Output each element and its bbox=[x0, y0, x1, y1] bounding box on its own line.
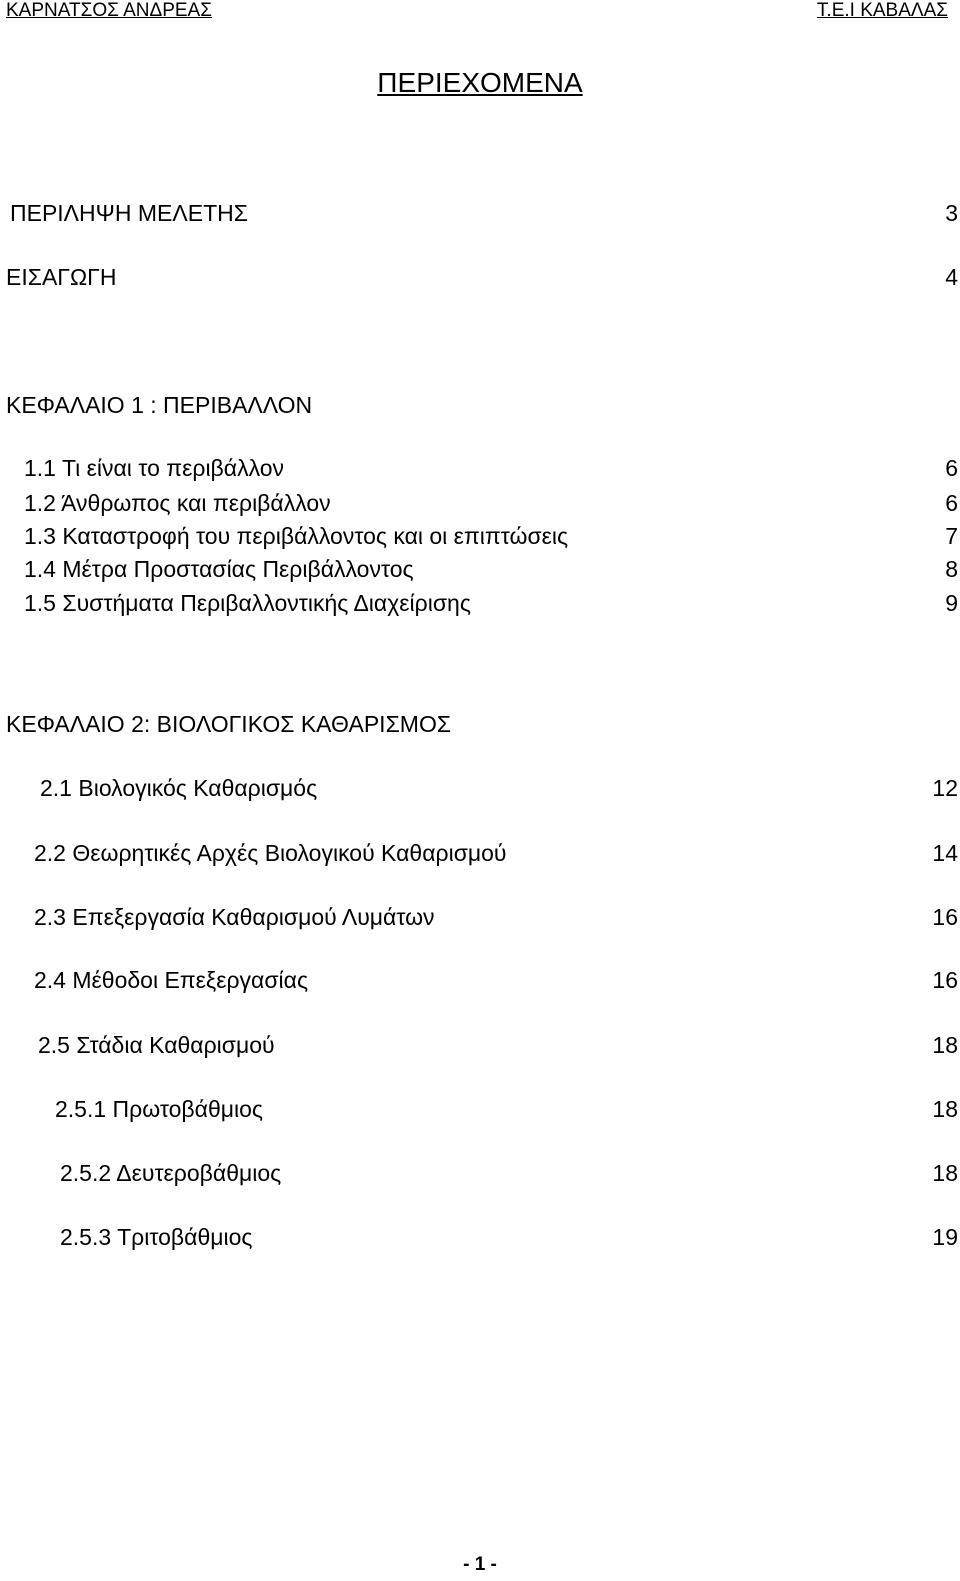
toc-entry-page: 3 bbox=[945, 200, 958, 226]
toc-entry-label: 2.5 Στάδια Καθαρισμού bbox=[38, 1032, 275, 1058]
toc-entry-label: 2.5.3 Τριτοβάθμιος bbox=[60, 1224, 253, 1250]
toc-entry-page: 14 bbox=[932, 840, 958, 866]
toc-entry-1-4 bbox=[0, 555, 958, 583]
toc-entry-1-5 bbox=[0, 589, 958, 617]
toc-entry-page: 16 bbox=[932, 967, 958, 993]
toc-entry-page: 7 bbox=[945, 523, 958, 549]
toc-entry-2-3 bbox=[0, 903, 958, 931]
toc-entry-label: 1.3 Καταστροφή του περιβάλλοντος και οι επιπτώσεις bbox=[24, 523, 569, 549]
toc-entry-label: 2.2 Θεωρητικές Αρχές Βιολογικού Καθαρισμού bbox=[34, 840, 507, 866]
toc-entry-1-3 bbox=[0, 522, 958, 550]
toc-entry-page: 18 bbox=[932, 1032, 958, 1058]
toc-entry-2-5-3 bbox=[0, 1223, 958, 1251]
toc-entry-label: 1.1 Τι είναι το περιβάλλον bbox=[24, 455, 285, 481]
toc-entry-page: 8 bbox=[945, 556, 958, 582]
toc-entry-page: 4 bbox=[945, 264, 958, 290]
toc-chapter-label: ΚΕΦΑΛΑΙΟ 1 : ΠΕΡΙΒΑΛΛΟΝ bbox=[6, 392, 313, 418]
toc-entry-2-4 bbox=[0, 966, 958, 994]
toc-entry-page: 18 bbox=[932, 1160, 958, 1186]
page-title: ΠΕΡΙΕΧΟΜΕΝΑ bbox=[377, 67, 583, 98]
toc-entry-label: 2.1 Βιολογικός Καθαρισμός bbox=[40, 775, 318, 801]
toc-entry-label: ΕΙΣΑΓΩΓΗ bbox=[6, 264, 117, 290]
header-author: ΚΑΡΝΑΤΣΟΣ ΑΝΔΡΕΑΣ bbox=[6, 0, 212, 21]
toc-entry-2-5 bbox=[0, 1031, 958, 1059]
toc-entry-page: 16 bbox=[932, 904, 958, 930]
toc-entry-page: 6 bbox=[945, 455, 958, 481]
toc-entry-label: 2.3 Επεξεργασία Καθαρισμού Λυμάτων bbox=[34, 904, 435, 930]
toc-entry-page: 18 bbox=[932, 1096, 958, 1122]
toc-entry-1-1 bbox=[0, 454, 958, 482]
toc-entry-label: ΠΕΡΙΛΗΨΗ ΜΕΛΕΤΗΣ bbox=[10, 200, 248, 226]
toc-entry-label: 2.5.2 Δευτεροβάθμιος bbox=[60, 1160, 282, 1186]
toc-chapter-label: ΚΕΦΑΛΑΙΟ 2: ΒΙΟΛΟΓΙΚΟΣ ΚΑΘΑΡΙΣΜΟΣ bbox=[6, 711, 452, 737]
toc-entry-label: 2.5.1 Πρωτοβάθμιος bbox=[55, 1096, 263, 1122]
page-number: - 1 - bbox=[463, 1554, 497, 1575]
toc-entry-label: 1.5 Συστήματα Περιβαλλοντικής Διαχείρισης bbox=[24, 590, 471, 616]
toc-entry-2-5-1 bbox=[0, 1095, 958, 1123]
toc-entry-summary bbox=[0, 199, 958, 227]
toc-entry-2-5-2 bbox=[0, 1159, 958, 1187]
toc-entry-1-2 bbox=[0, 489, 958, 517]
toc-entry-label: 1.4 Μέτρα Προστασίας Περιβάλλοντος bbox=[24, 556, 414, 582]
header-institution: Τ.Ε.Ι ΚΑΒΑΛΑΣ bbox=[816, 0, 948, 21]
toc-entry-2-1 bbox=[0, 774, 958, 802]
toc-chapter-2 bbox=[0, 710, 958, 738]
toc-entry-page: 9 bbox=[945, 590, 958, 616]
toc-entry-page: 19 bbox=[932, 1224, 958, 1250]
toc-entry-introduction bbox=[0, 263, 958, 291]
toc-entry-page: 6 bbox=[945, 490, 958, 516]
toc-entry-label: 1.2 Άνθρωπος και περιβάλλον bbox=[24, 490, 331, 516]
toc-entry-label: 2.4 Μέθοδοι Επεξεργασίας bbox=[34, 967, 309, 993]
toc-chapter-1 bbox=[0, 391, 958, 419]
toc-entry-page: 12 bbox=[932, 775, 958, 801]
toc-entry-2-2 bbox=[0, 839, 958, 867]
